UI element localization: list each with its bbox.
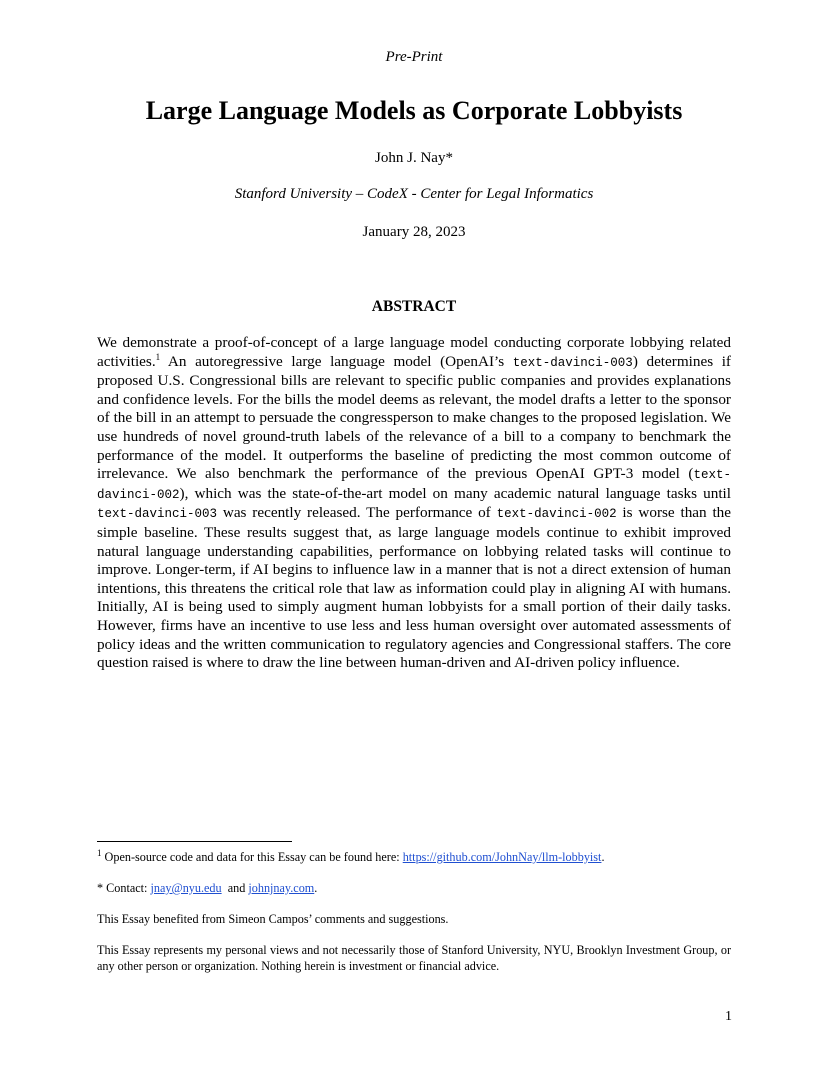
paper-date: January 28, 2023 <box>362 224 466 240</box>
footnote-mark-1: 1 <box>97 847 102 858</box>
email-link[interactable]: jnay@nyu.edu <box>150 881 222 895</box>
abstract-body <box>97 334 731 673</box>
footnote-text: . <box>314 881 318 895</box>
footnote-divider <box>97 841 292 842</box>
abstract-text: is worse than the simple baseline. These results suggest that, as large language models continue to exhibit improved natural language understanding capabilities, performance on lobbying related tasks will continue to improve. Longer-term, if AI begins to influence law in a manner that is not a direct extension of human intentions, this threatens the critical role that law as information could play in aligning AI with humans. Initially, AI is being used to simply augment human lobbyists for a small portion of their daily tasks. However, firms have an incentive to use less and less human oversight over automated assessments of policy ideas and the written communication to regulatory agencies and Congressional staffers. The core question raised is where to draw the line between human-driven and AI-driven policy influence. <box>97 504 731 672</box>
paper-title: Large Language Models as Corporate Lobbyists <box>145 96 683 125</box>
footnote-ref-1: 1 <box>155 351 161 362</box>
author-affiliation: Stanford University – CodeX - Center for Legal Informatics <box>234 186 594 202</box>
code-model-name: text-davinci-003 <box>97 507 218 522</box>
abstract-text: ), which was the state-of-the-art model on many academic natural language tasks until <box>179 484 731 502</box>
code-model-name: text-davinci-002 <box>97 468 731 502</box>
footnote-text: . <box>601 850 605 864</box>
github-repo-link[interactable]: https://github.com/JohnNay/llm-lobbyist <box>402 850 602 864</box>
abstract-text: An autoregressive large language model (OpenAI’s <box>160 352 513 370</box>
code-model-name: text-davinci-002 <box>496 507 617 522</box>
abstract-text: ) determines if proposed U.S. Congressional bills are relevant to specific public companies and provides explanations and confidence levels. For the bills the model deems as relevant, the model drafts a letter to the sponsor of the bill in an attempt to persuade the congressperson to make changes to the proposed legislation. We use hundreds of novel ground-truth labels of the relevance of a bill to a company to benchmark the performance of the model. It outperforms the baseline of predicting the most common outcome of irrelevance. We also benchmark the performance of the previous OpenAI GPT-3 model ( <box>97 352 731 483</box>
author-name: John J. Nay* <box>375 150 453 166</box>
footnote-contact <box>97 881 731 897</box>
footnote-text: * Contact: <box>97 881 151 895</box>
preprint-label: Pre-Print <box>385 49 443 65</box>
footnote-disclaimer: This Essay represents my personal views and not necessarily those of Stanford University, NYU, Brooklyn Investment Group, or any other person or organization. Nothing herein is investment or financial advice. <box>97 943 731 973</box>
abstract-heading: ABSTRACT <box>371 298 457 315</box>
abstract-text: We demonstrate a proof-of-concept of a large language model conducting corporate lobbying related activities. <box>97 334 731 370</box>
footnote-1 <box>97 847 731 866</box>
footnote-text: and <box>221 881 249 895</box>
footnote-text: Open-source code and data for this Essay can be found here: <box>101 850 403 864</box>
page-number: 1 <box>725 1009 732 1024</box>
code-model-name: text-davinci-003 <box>512 355 633 370</box>
footnote-acknowledgement: This Essay benefited from Simeon Campos’ comments and suggestions. <box>97 912 449 926</box>
abstract-text: was recently released. The performance of <box>217 504 497 522</box>
website-link[interactable]: johnjnay.com <box>248 881 315 895</box>
